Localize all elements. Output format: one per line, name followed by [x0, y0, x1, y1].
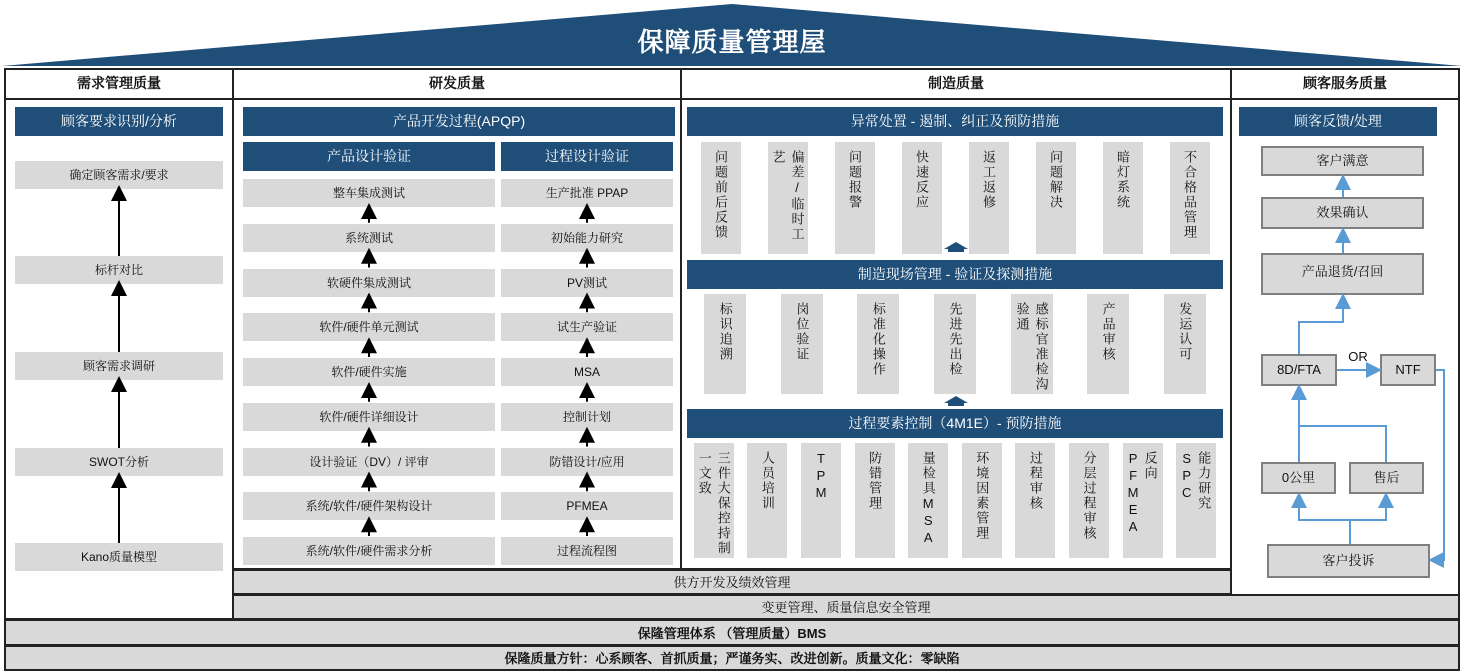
design-item-6: 设计验证（DV）/ 评审: [243, 448, 495, 476]
change-band: 变更管理、质量信息安全管理: [232, 594, 1460, 620]
element-item-3: [855, 443, 895, 558]
process-item-5: 控制计划: [501, 403, 673, 431]
supplier-band: 供方开发及绩效管理: [232, 569, 1232, 595]
element-item-4: [908, 443, 948, 558]
element-item-label: 分层过程审核: [1081, 451, 1097, 541]
site-item-label: 产品审核: [1100, 302, 1116, 362]
service-header: 顾客反馈/处理: [1239, 107, 1437, 136]
element-item-1: [747, 443, 787, 558]
element-item-label: 三件大保控持制一文致: [696, 451, 731, 556]
demand-column: [4, 68, 234, 620]
site-item-0: [704, 294, 746, 394]
process-item-7: PFMEA: [501, 492, 673, 520]
customer-satisfaction-box: 客户满意: [1261, 146, 1424, 176]
process-item-4: MSA: [501, 358, 673, 386]
demand-item-3: SWOT分析: [15, 448, 223, 476]
element-item-9: [1176, 443, 1216, 558]
abnormal-item-5: [1036, 142, 1076, 254]
rd-column-header: 研发质量: [234, 70, 680, 100]
design-item-3: 软件/硬件单元测试: [243, 313, 495, 341]
fta-box: 8D/FTA: [1261, 354, 1337, 386]
design-item-1: 系统测试: [243, 224, 495, 252]
process-item-0: 生产批准 PPAP: [501, 179, 673, 207]
chevron-up-icon: [944, 241, 968, 253]
element-item-5: [962, 443, 1002, 558]
rd-header: 产品开发过程(APQP): [243, 107, 675, 136]
abnormal-item-label: 暗灯系统: [1115, 150, 1130, 210]
design-header: 产品设计验证: [243, 142, 495, 171]
abnormal-item-label: 问题报警: [847, 150, 862, 210]
demand-item-0: 确定顾客需求/要求: [15, 161, 223, 189]
abnormal-item-label: 偏差/临时工艺: [770, 150, 805, 242]
abnormal-header: 异常处置 - 遏制、纠正及预防措施: [687, 107, 1223, 136]
element-item-7: [1069, 443, 1109, 558]
design-item-5: 软件/硬件详细设计: [243, 403, 495, 431]
site-item-4: [1011, 294, 1053, 394]
or-label: OR: [1348, 349, 1368, 364]
bms-band: 保隆管理体系 （管理质量）BMS: [4, 619, 1460, 646]
abnormal-item-label: 返工返修: [981, 150, 996, 210]
element-item-label: 人员培训: [759, 451, 775, 511]
chevron-up-icon: [944, 395, 968, 407]
site-item-label: 感标官准检沟验通: [1014, 302, 1049, 392]
site-item-3: [934, 294, 976, 394]
effect-confirm-box: 效果确认: [1261, 197, 1424, 229]
element-item-label: 过程审核: [1027, 451, 1043, 511]
abnormal-item-0: [701, 142, 741, 254]
site-item-label: 发运认可: [1177, 302, 1193, 362]
element-header: 过程要素控制（4M1E）- 预防措施: [687, 409, 1223, 438]
design-item-8: 系统/软件/硬件需求分析: [243, 537, 495, 565]
ntf-box: NTF: [1380, 354, 1436, 386]
site-item-label: 标准化操作: [870, 302, 886, 377]
return-recall-box: 产品退货/召回: [1261, 253, 1424, 295]
site-item-label: 岗位验证: [794, 302, 810, 362]
abnormal-item-7: [1170, 142, 1210, 254]
element-item-label: 量检具MSA: [920, 451, 936, 547]
abnormal-item-label: 问题解决: [1048, 150, 1063, 210]
design-item-4: 软件/硬件实施: [243, 358, 495, 386]
demand-item-1: 标杆对比: [15, 256, 223, 284]
element-item-label: 反向PFMEA: [1125, 451, 1158, 536]
zero-km-box: 0公里: [1261, 462, 1336, 494]
element-item-6: [1015, 443, 1055, 558]
policy-band: 保隆质量方针：心系顾客、首抓质量；严谨务实、改进创新。质量文化：零缺陷: [4, 645, 1460, 671]
element-item-label: TPM: [813, 451, 829, 502]
site-header: 制造现场管理 - 验证及探测措施: [687, 260, 1223, 289]
page-title: 保障质量管理屋: [637, 27, 827, 57]
demand-column-header: 需求管理质量: [6, 70, 232, 100]
service-column-header: 顾客服务质量: [1232, 70, 1458, 100]
abnormal-item-3: [902, 142, 942, 254]
abnormal-item-label: 问题前后反馈: [713, 150, 728, 240]
process-item-1: 初始能力研究: [501, 224, 673, 252]
design-item-0: 整车集成测试: [243, 179, 495, 207]
after-sales-box: 售后: [1349, 462, 1424, 494]
site-item-2: [857, 294, 899, 394]
process-item-6: 防错设计/应用: [501, 448, 673, 476]
element-item-label: 能力研究SPC: [1179, 451, 1212, 511]
demand-item-2: 顾客需求调研: [15, 352, 223, 380]
abnormal-item-1: [768, 142, 808, 254]
element-item-0: [694, 443, 734, 558]
abnormal-item-4: [969, 142, 1009, 254]
process-header: 过程设计验证: [501, 142, 673, 171]
element-item-label: 环境因素管理: [974, 451, 990, 541]
mfg-column-header: 制造质量: [682, 70, 1230, 100]
abnormal-item-2: [835, 142, 875, 254]
site-item-label: 先进先出检: [947, 302, 963, 377]
site-item-6: [1164, 294, 1206, 394]
abnormal-item-6: [1103, 142, 1143, 254]
element-item-label: 防错管理: [867, 451, 883, 511]
design-item-2: 软硬件集成测试: [243, 269, 495, 297]
demand-item-4: Kano质量模型: [15, 543, 223, 571]
abnormal-item-label: 快速反应: [914, 150, 929, 210]
site-item-label: 标识追溯: [717, 302, 733, 362]
complaint-box: 客户投诉: [1267, 544, 1430, 578]
site-item-1: [781, 294, 823, 394]
process-item-3: 试生产验证: [501, 313, 673, 341]
element-item-2: [801, 443, 841, 558]
process-item-8: 过程流程图: [501, 537, 673, 565]
demand-header: 顾客要求识别/分析: [15, 107, 223, 136]
site-item-5: [1087, 294, 1129, 394]
process-item-2: PV测试: [501, 269, 673, 297]
abnormal-item-label: 不合格品管理: [1182, 150, 1197, 240]
element-item-8: [1123, 443, 1163, 558]
design-item-7: 系统/软件/硬件架构设计: [243, 492, 495, 520]
